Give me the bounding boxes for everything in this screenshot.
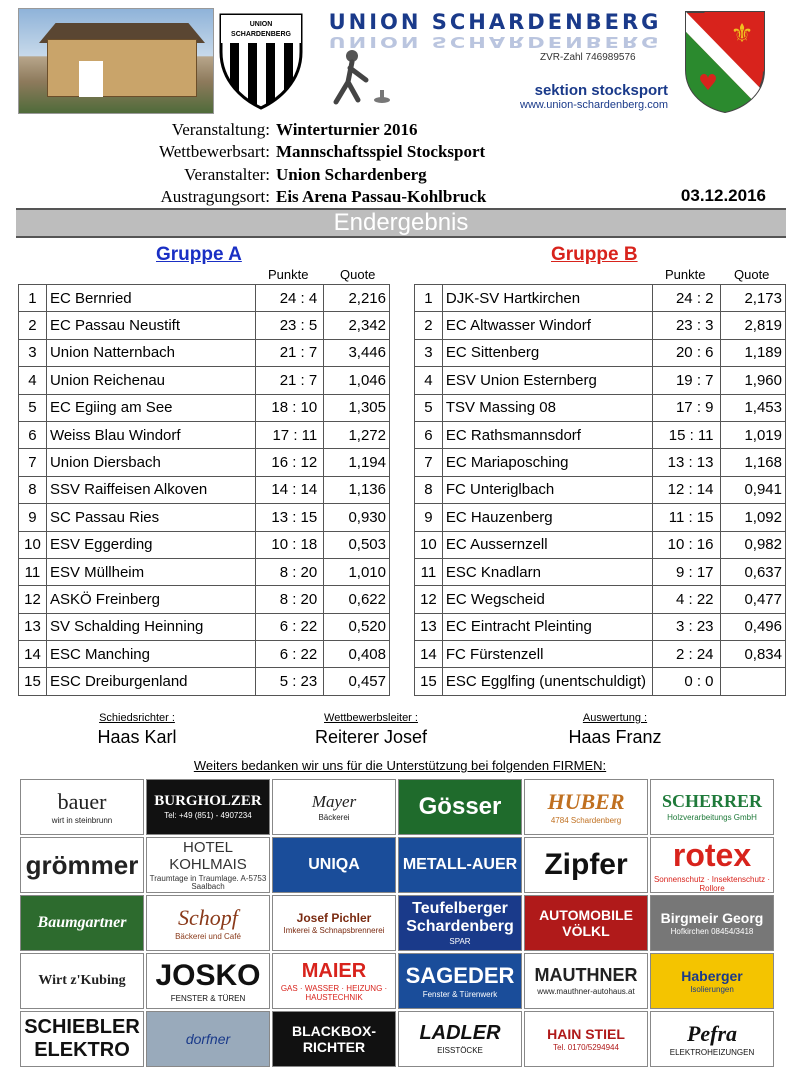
sponsor-logo [398, 953, 522, 1009]
table-row [19, 641, 390, 668]
table-row [19, 312, 390, 339]
sponsor-name: Baumgartner [37, 914, 127, 931]
sponsor-logo [524, 837, 648, 893]
competition-leader-name: Reiterer Josef [314, 727, 428, 747]
points-cell: 0 : 0 [652, 668, 720, 695]
sponsor-name: bauer [57, 788, 107, 814]
sponsor-logo [650, 895, 774, 951]
table-row [19, 668, 390, 695]
sponsor-subtitle: 4784 Schardenberg [550, 815, 622, 825]
sponsor-name: SCHIEBLER ELEKTRO [24, 1016, 140, 1061]
quote-cell [720, 668, 786, 695]
quote-cell: 0,622 [324, 586, 390, 613]
sponsor-subtitle: Imkerei & Schnapsbrennerei [283, 925, 385, 935]
table-row [19, 339, 390, 366]
table-row [415, 586, 786, 613]
table-row [415, 476, 786, 503]
table-row [19, 613, 390, 640]
table-row [415, 285, 786, 312]
points-cell: 11 : 15 [652, 504, 720, 531]
coat-of-arms-icon [684, 10, 766, 114]
sponsor-name: MAIER [301, 960, 367, 983]
points-cell: 17 : 11 [256, 421, 324, 448]
sponsor-logo [146, 895, 270, 951]
table-row [19, 558, 390, 585]
quote-cell: 0,834 [720, 641, 786, 668]
rank-cell: 1 [19, 285, 47, 312]
sponsor-subtitle: Fenster & Türenwerk [422, 989, 498, 999]
team-cell: ESC Manching [46, 641, 255, 668]
quote-cell: 0,457 [324, 668, 390, 695]
rank-cell: 6 [415, 421, 443, 448]
sponsor-logo [20, 1011, 144, 1067]
points-cell: 19 : 7 [652, 367, 720, 394]
info-value: Union Schardenberg [276, 165, 427, 184]
table-row [415, 312, 786, 339]
rank-cell: 15 [19, 668, 47, 695]
sponsor-logo [20, 895, 144, 951]
quote-cell: 0,520 [324, 613, 390, 640]
sponsor-subtitle: GAS · WASSER · HEIZUNG · HAUSTECHNIK [280, 984, 388, 1002]
sponsor-name: Teufelberger Schardenberg [406, 899, 514, 935]
evaluation-name: Haas Franz [568, 727, 662, 747]
sponsor-subtitle: wirt in steinbrunn [51, 815, 113, 825]
sponsor-name: grömmer [25, 849, 139, 880]
sponsor-name: rotex [672, 837, 752, 874]
col-head-quote-a: Quote [340, 267, 376, 282]
group-a-title: Gruppe A [156, 244, 242, 265]
points-cell: 16 : 12 [256, 449, 324, 476]
sponsor-name: BURGHOLZER [154, 793, 262, 810]
sponsor-logo [20, 779, 144, 835]
quote-cell: 0,941 [720, 476, 786, 503]
website-link[interactable]: www.union-schardenberg.com [520, 99, 668, 111]
rank-cell: 3 [19, 339, 47, 366]
team-cell: ESV Union Esternberg [442, 367, 652, 394]
team-cell: SV Schalding Heinning [46, 613, 255, 640]
sponsor-logo [146, 837, 270, 893]
evaluation-label: Auswertung : [582, 712, 648, 724]
table-row [19, 394, 390, 421]
sponsor-subtitle: Tel: +49 (851) - 4907234 [164, 811, 252, 821]
points-cell: 12 : 14 [652, 476, 720, 503]
rank-cell: 7 [19, 449, 47, 476]
rank-cell: 12 [415, 586, 443, 613]
table-row [415, 613, 786, 640]
info-label: Veranstalter: [184, 165, 270, 184]
rank-cell: 2 [19, 312, 47, 339]
team-cell: FC Fürstenzell [442, 641, 652, 668]
sponsor-name: Gösser [418, 793, 502, 820]
team-cell: EC Hauzenberg [442, 504, 652, 531]
rank-cell: 8 [19, 476, 47, 503]
referee-name: Haas Karl [97, 727, 177, 747]
quote-cell: 1,136 [324, 476, 390, 503]
rank-cell: 11 [415, 558, 443, 585]
team-cell: EC Rathsmannsdorf [442, 421, 652, 448]
team-cell: Union Diersbach [46, 449, 255, 476]
rank-cell: 4 [415, 367, 443, 394]
sponsor-name: Mayer [311, 791, 357, 811]
quote-cell: 1,189 [720, 339, 786, 366]
quote-cell: 0,930 [324, 504, 390, 531]
rank-cell: 5 [415, 394, 443, 421]
sponsor-name: Josef Pichler [296, 910, 372, 925]
table-row [415, 558, 786, 585]
svg-text:SCHARDENBERG: SCHARDENBERG [231, 31, 291, 38]
result-banner: Endergebnis [16, 208, 786, 238]
team-cell: SC Passau Ries [46, 504, 255, 531]
sponsor-name: METALL-AUER [402, 856, 518, 873]
quote-cell: 0,477 [720, 586, 786, 613]
quote-cell: 0,982 [720, 531, 786, 558]
quote-cell: 0,637 [720, 558, 786, 585]
points-cell: 23 : 3 [652, 312, 720, 339]
standings-table-group-a [18, 284, 390, 696]
points-cell: 15 : 11 [652, 421, 720, 448]
rank-cell: 13 [19, 613, 47, 640]
sponsor-logo [524, 779, 648, 835]
table-row [19, 449, 390, 476]
club-title-reflection: UNION SCHARDENBERG [328, 33, 662, 51]
team-cell: EC Aussernzell [442, 531, 652, 558]
club-title: UNION SCHARDENBERG [328, 10, 662, 34]
sponsor-thanks: Weiters bedanken wir uns für die Unterstützung bei folgenden FIRMEN: [193, 758, 607, 773]
team-cell: Union Natternbach [46, 339, 255, 366]
sponsor-subtitle: www.mauthner-autohaus.at [537, 987, 635, 997]
sponsor-subtitle: Bäckerei [318, 812, 350, 822]
team-cell: DJK-SV Hartkirchen [442, 285, 652, 312]
sponsor-subtitle: FENSTER & TÜREN [170, 993, 246, 1003]
points-cell: 10 : 16 [652, 531, 720, 558]
points-cell: 6 : 22 [256, 641, 324, 668]
team-cell: EC Wegscheid [442, 586, 652, 613]
points-cell: 21 : 7 [256, 339, 324, 366]
team-cell: ESC Knadlarn [442, 558, 652, 585]
sponsor-logo [524, 895, 648, 951]
sponsor-subtitle: EISSTÖCKE [437, 1046, 483, 1056]
clubhouse-photo [18, 8, 214, 114]
quote-cell: 2,342 [324, 312, 390, 339]
sponsor-name: Haberger [681, 967, 743, 984]
rank-cell: 11 [19, 558, 47, 585]
info-label: Wettbewerbsart: [159, 142, 270, 161]
club-shield-logo [218, 12, 304, 110]
info-value: Eis Arena Passau-Kohlbruck [276, 187, 487, 206]
rank-cell: 14 [19, 641, 47, 668]
quote-cell: 1,010 [324, 558, 390, 585]
sponsor-subtitle: Isolierungen [690, 984, 734, 994]
rank-cell: 13 [415, 613, 443, 640]
table-row [415, 668, 786, 695]
rank-cell: 3 [415, 339, 443, 366]
sponsor-logo [20, 953, 144, 1009]
group-b-title: Gruppe B [551, 244, 638, 265]
sponsor-name: Birgmeir Georg [660, 909, 764, 926]
sponsor-name: Pefra [686, 1020, 738, 1046]
points-cell: 20 : 6 [652, 339, 720, 366]
sponsor-name: dorfner [185, 1031, 231, 1047]
svg-text:UNION: UNION [249, 21, 273, 28]
svg-text:♥: ♥ [698, 71, 718, 96]
sponsor-name: HOTEL KOHLMAIS [169, 838, 247, 873]
sponsor-name: SAGEDER [405, 962, 515, 988]
table-row [415, 504, 786, 531]
rank-cell: 14 [415, 641, 443, 668]
col-head-points-b: Punkte [665, 267, 706, 282]
table-row [19, 285, 390, 312]
points-cell: 18 : 10 [256, 394, 324, 421]
quote-cell: 1,453 [720, 394, 786, 421]
rank-cell: 6 [19, 421, 47, 448]
table-row [415, 449, 786, 476]
quote-cell: 3,446 [324, 339, 390, 366]
table-row [19, 531, 390, 558]
points-cell: 9 : 17 [652, 558, 720, 585]
points-cell: 4 : 22 [652, 586, 720, 613]
sponsor-subtitle: SPAR [449, 936, 471, 946]
sponsor-subtitle: Bäckerei und Café [175, 931, 241, 941]
table-row [19, 586, 390, 613]
points-cell: 24 : 2 [652, 285, 720, 312]
table-row [19, 504, 390, 531]
sponsor-name: Schopf [178, 904, 238, 930]
rank-cell: 5 [19, 394, 47, 421]
competition-leader-label: Wettbewerbsleiter : [324, 712, 418, 724]
quote-cell: 1,168 [720, 449, 786, 476]
sponsor-logo [20, 837, 144, 893]
sponsor-name: LADLER [419, 1022, 501, 1045]
points-cell: 13 : 13 [652, 449, 720, 476]
team-cell: TSV Massing 08 [442, 394, 652, 421]
rank-cell: 1 [415, 285, 443, 312]
team-cell: EC Bernried [46, 285, 255, 312]
quote-cell: 0,408 [324, 641, 390, 668]
team-cell: ESV Müllheim [46, 558, 255, 585]
sponsor-logo [398, 895, 522, 951]
table-row [19, 476, 390, 503]
event-date: 03.12.2016 [680, 186, 766, 205]
points-cell: 6 : 22 [256, 613, 324, 640]
sponsor-name: SCHERRER [661, 791, 763, 812]
sponsor-subtitle: ELEKTROHEIZUNGEN [669, 1047, 755, 1057]
zvr-number: ZVR-Zahl 746989576 [540, 52, 636, 63]
team-cell: FC Unteriglbach [442, 476, 652, 503]
sponsor-logo [650, 953, 774, 1009]
team-cell: ASKÖ Freinberg [46, 586, 255, 613]
sponsor-name: HAIN STIEL [547, 1025, 625, 1042]
quote-cell: 1,960 [720, 367, 786, 394]
rank-cell: 9 [19, 504, 47, 531]
team-cell: ESC Dreiburgenland [46, 668, 255, 695]
referee-label: Schiedsrichter : [99, 712, 175, 724]
team-cell: Weiss Blau Windorf [46, 421, 255, 448]
sponsor-logo [398, 837, 522, 893]
quote-cell: 1,046 [324, 367, 390, 394]
table-row [415, 421, 786, 448]
team-cell: EC Altwasser Windorf [442, 312, 652, 339]
sponsor-name: JOSKO [155, 958, 261, 992]
sponsor-subtitle: Hofkirchen 08454/3418 [670, 926, 754, 936]
team-cell: EC Mariaposching [442, 449, 652, 476]
sponsor-logo [650, 1011, 774, 1067]
section-label: sektion stocksport [534, 82, 668, 99]
info-value: Mannschaftsspiel Stocksport [276, 142, 486, 161]
quote-cell: 2,819 [720, 312, 786, 339]
sponsor-logo [272, 837, 396, 893]
quote-cell: 1,092 [720, 504, 786, 531]
quote-cell: 1,272 [324, 421, 390, 448]
sponsor-logo [146, 779, 270, 835]
points-cell: 21 : 7 [256, 367, 324, 394]
points-cell: 23 : 5 [256, 312, 324, 339]
team-cell: EC Egiing am See [46, 394, 255, 421]
sponsor-logo [272, 1011, 396, 1067]
team-cell: SSV Raiffeisen Alkoven [46, 476, 255, 503]
table-row [415, 339, 786, 366]
info-organizer [20, 165, 780, 185]
sponsor-name: AUTOMOBILE VÖLKL [539, 907, 633, 939]
rank-cell: 2 [415, 312, 443, 339]
quote-cell: 2,216 [324, 285, 390, 312]
sponsor-subtitle: Tel. 0170/5294944 [553, 1042, 619, 1052]
rank-cell: 10 [415, 531, 443, 558]
quote-cell: 1,019 [720, 421, 786, 448]
sponsor-subtitle: Holzverarbeitungs GmbH [667, 813, 757, 823]
sponsor-logo [524, 953, 648, 1009]
rank-cell: 10 [19, 531, 47, 558]
sponsor-logo [272, 953, 396, 1009]
team-cell: EC Sittenberg [442, 339, 652, 366]
quote-cell: 1,194 [324, 449, 390, 476]
points-cell: 3 : 23 [652, 613, 720, 640]
info-value: Winterturnier 2016 [276, 120, 418, 139]
quote-cell: 2,173 [720, 285, 786, 312]
sponsor-logo [524, 1011, 648, 1067]
sponsor-name: Wirt z'Kubing [38, 973, 126, 988]
quote-cell: 0,503 [324, 531, 390, 558]
sponsor-name: HUBER [547, 788, 625, 814]
col-head-points-a: Punkte [268, 267, 309, 282]
sponsor-logo [398, 1011, 522, 1067]
info-competition [20, 142, 780, 162]
sponsor-subtitle: Sonnenschutz · Insektenschutz · Rollore [653, 875, 771, 893]
table-row [415, 641, 786, 668]
sponsor-logo [272, 779, 396, 835]
table-row [415, 394, 786, 421]
team-cell: Union Reichenau [46, 367, 255, 394]
standings-table-group-b [414, 284, 786, 696]
table-row [19, 421, 390, 448]
sponsor-name: MAUTHNER [534, 965, 638, 986]
quote-cell: 0,496 [720, 613, 786, 640]
rank-cell: 8 [415, 476, 443, 503]
sponsor-name: UNIQA [308, 856, 360, 873]
sponsor-logo [650, 779, 774, 835]
points-cell: 10 : 18 [256, 531, 324, 558]
info-event [20, 120, 780, 140]
sponsor-logo [146, 1011, 270, 1067]
table-row [415, 531, 786, 558]
curler-figure-icon [322, 44, 402, 110]
svg-text:⚜: ⚜ [730, 19, 754, 49]
team-cell: EC Eintracht Pleinting [442, 613, 652, 640]
points-cell: 8 : 20 [256, 558, 324, 585]
sponsor-name: BLACKBOX-RICHTER [292, 1023, 376, 1055]
team-cell: ESV Eggerding [46, 531, 255, 558]
rank-cell: 9 [415, 504, 443, 531]
sponsor-logo [398, 779, 522, 835]
points-cell: 17 : 9 [652, 394, 720, 421]
sponsor-logo [650, 837, 774, 893]
sponsor-logo [146, 953, 270, 1009]
team-cell: ESC Egglfing (unentschuldigt) [442, 668, 652, 695]
table-row [19, 367, 390, 394]
rank-cell: 7 [415, 449, 443, 476]
sponsor-logo [272, 895, 396, 951]
rank-cell: 12 [19, 586, 47, 613]
points-cell: 8 : 20 [256, 586, 324, 613]
info-label: Veranstaltung: [171, 120, 270, 139]
points-cell: 2 : 24 [652, 641, 720, 668]
points-cell: 5 : 23 [256, 668, 324, 695]
sponsor-name: Zipfer [544, 848, 628, 881]
points-cell: 14 : 14 [256, 476, 324, 503]
points-cell: 24 : 4 [256, 285, 324, 312]
team-cell: EC Passau Neustift [46, 312, 255, 339]
points-cell: 13 : 15 [256, 504, 324, 531]
rank-cell: 4 [19, 367, 47, 394]
rank-cell: 15 [415, 668, 443, 695]
table-row [415, 367, 786, 394]
quote-cell: 1,305 [324, 394, 390, 421]
info-label: Austragungsort: [160, 187, 270, 206]
sponsor-subtitle: Traumtage in Traumlage. A-5753 Saalbach [149, 873, 267, 891]
col-head-quote-b: Quote [734, 267, 770, 282]
